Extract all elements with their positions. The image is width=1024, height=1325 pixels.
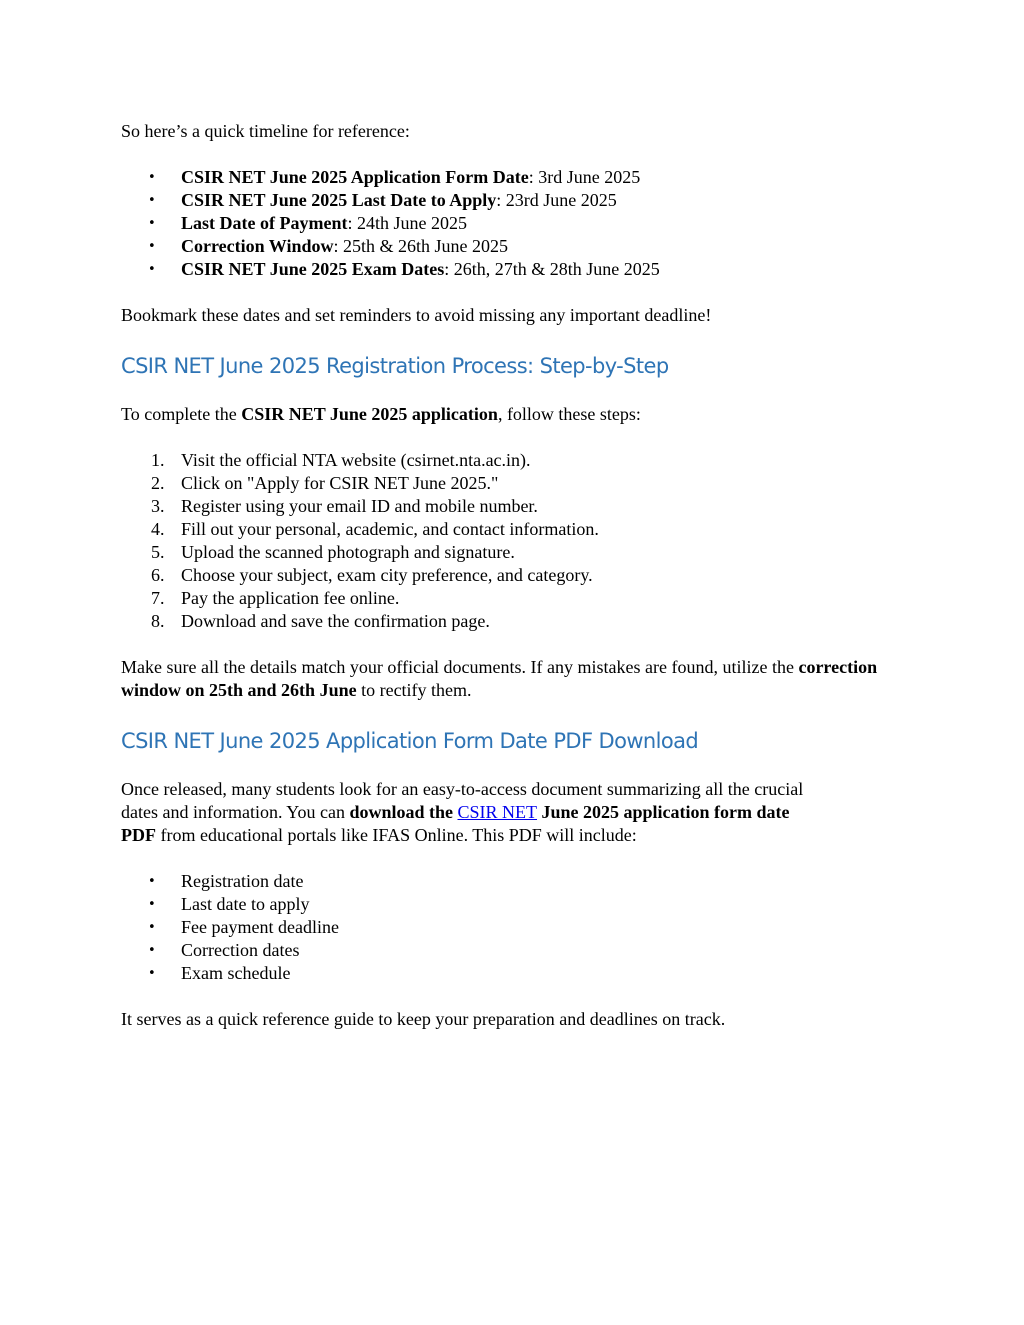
- step-number: 1.: [151, 450, 165, 470]
- step-number: 7.: [151, 588, 165, 608]
- step-number: 6.: [151, 565, 165, 585]
- step-text: Pay the application fee online.: [181, 588, 400, 608]
- bullet-icon: •: [148, 874, 156, 889]
- pdf-paragraph-tail: from educational portals like IFAS Online. This PDF will include:: [156, 825, 637, 845]
- pdf-item-text: Exam schedule: [181, 963, 291, 983]
- timeline-label: CSIR NET June 2025 Application Form Date: [181, 167, 529, 187]
- pdf-paragraph-text: dates and information. You can: [121, 802, 350, 822]
- list-item: [121, 610, 911, 633]
- step-text: Choose your subject, exam city preference, and category.: [181, 565, 593, 585]
- timeline-value: : 26th, 27th & 28th June 2025: [444, 259, 660, 279]
- timeline-label: CSIR NET June 2025 Exam Dates: [181, 259, 445, 279]
- list-item: [121, 518, 911, 541]
- pdf-paragraph-bold: PDF: [121, 825, 156, 845]
- correction-note-text: Make sure all the details match your official documents. If any mistakes are found, utilize the: [121, 657, 799, 677]
- bullet-icon: •: [148, 216, 156, 231]
- timeline-label: CSIR NET June 2025 Last Date to Apply: [181, 190, 497, 210]
- list-item: [121, 449, 911, 472]
- list-item: [121, 258, 911, 281]
- step-number: 2.: [151, 473, 165, 493]
- timeline-value: : 23rd June 2025: [496, 190, 617, 210]
- correction-note-tail: to rectify them.: [356, 680, 472, 700]
- list-item: [121, 541, 911, 564]
- pdf-paragraph: [121, 778, 911, 847]
- timeline-label: Correction Window: [181, 236, 334, 256]
- pdf-item-text: Last date to apply: [181, 894, 310, 914]
- step-text: Upload the scanned photograph and signature.: [181, 542, 515, 562]
- list-item: [121, 870, 911, 893]
- section-heading-registration: CSIR NET June 2025 Registration Process: Step-by-Step: [121, 354, 669, 378]
- pdf-contents-list: [121, 870, 911, 985]
- bullet-icon: •: [148, 966, 156, 981]
- list-item: [121, 212, 911, 235]
- bullet-icon: •: [148, 943, 156, 958]
- step-text: Click on "Apply for CSIR NET June 2025.": [181, 473, 499, 493]
- list-item: [121, 893, 911, 916]
- list-item: [121, 962, 911, 985]
- list-item: [121, 564, 911, 587]
- list-item: [121, 235, 911, 258]
- timeline-value: : 24th June 2025: [347, 213, 467, 233]
- bullet-icon: •: [148, 239, 156, 254]
- bullet-icon: •: [148, 170, 156, 185]
- pdf-item-text: Registration date: [181, 871, 304, 891]
- timeline-list: [121, 166, 911, 281]
- registration-intro-tail: , follow these steps:: [497, 404, 641, 424]
- pdf-paragraph-bold: download the: [349, 802, 458, 822]
- bullet-icon: •: [148, 920, 156, 935]
- registration-steps-list: [121, 449, 911, 633]
- step-number: 3.: [151, 496, 165, 516]
- registration-intro: [121, 403, 911, 426]
- pdf-item-text: Fee payment deadline: [181, 917, 339, 937]
- pdf-paragraph-bold: June 2025 application form date: [537, 802, 790, 822]
- list-item: [121, 939, 911, 962]
- closing-paragraph: It serves as a quick reference guide to keep your preparation and deadlines on track.: [121, 1009, 726, 1029]
- bookmark-paragraph: Bookmark these dates and set reminders to avoid missing any important deadline!: [121, 305, 712, 325]
- step-text: Download and save the confirmation page.: [181, 611, 490, 631]
- registration-intro-text: To complete the: [121, 404, 242, 424]
- step-text: Visit the official NTA website (csirnet.nta.ac.in).: [181, 450, 531, 470]
- correction-note-paragraph: [121, 656, 911, 702]
- registration-intro-bold: CSIR NET June 2025 application: [241, 404, 498, 424]
- list-item: [121, 587, 911, 610]
- list-item: [121, 495, 911, 518]
- step-text: Register using your email ID and mobile number.: [181, 496, 538, 516]
- bullet-icon: •: [148, 262, 156, 277]
- step-number: 4.: [151, 519, 165, 539]
- intro-paragraph: So here’s a quick timeline for reference:: [121, 121, 410, 141]
- document-body: [121, 120, 911, 1031]
- timeline-label: Last Date of Payment: [181, 213, 348, 233]
- pdf-item-text: Correction dates: [181, 940, 300, 960]
- csir-net-link[interactable]: CSIR NET: [457, 802, 538, 822]
- list-item: [121, 189, 911, 212]
- pdf-paragraph-line1: Once released, many students look for an easy-to-access document summarizing all the crucial: [121, 779, 804, 799]
- step-number: 8.: [151, 611, 165, 631]
- timeline-value: : 3rd June 2025: [528, 167, 641, 187]
- list-item: [121, 916, 911, 939]
- step-text: Fill out your personal, academic, and contact information.: [181, 519, 599, 539]
- bullet-icon: •: [148, 193, 156, 208]
- correction-note-bold: correction window on 25th and 26th June: [121, 657, 878, 700]
- bullet-icon: •: [148, 897, 156, 912]
- timeline-value: : 25th & 26th June 2025: [333, 236, 509, 256]
- section-heading-pdf-download: CSIR NET June 2025 Application Form Date PDF Download: [121, 729, 699, 753]
- list-item: [121, 166, 911, 189]
- list-item: [121, 472, 911, 495]
- step-number: 5.: [151, 542, 165, 562]
